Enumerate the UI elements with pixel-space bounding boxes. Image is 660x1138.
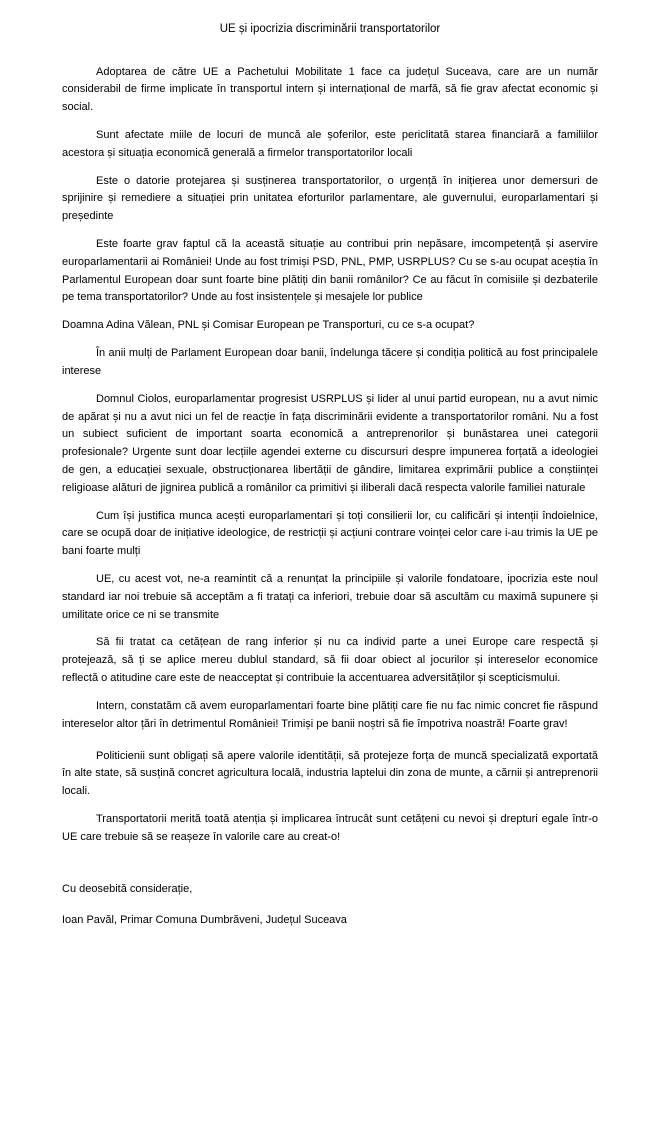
paragraph-5: Doamna Adina Vălean, PNL și Comisar European pe Transporturi, cu ce s-a ocupat?	[62, 319, 475, 332]
paragraph-8: Cum își justifica munca acești europarlamentari și toți consilierii lor, cu calificări și intenții îndoielnice, care se ocupă doar de inițiative ideologice, de restricții și acțiuni contrare voinței celor care i-au trimis la UE pe bani foarte mulți	[62, 509, 598, 558]
paragraph-4: Este foarte grav faptul că la această situație au contribui prin nepăsare, imcompetență și aservire europarlamentarii ai României! Unde au fost trimiși PSD, PNL, PMP, USRPLUS? Cu se s-au ocupat aceștia în Parlamentul European doar sunt foarte bine plătiți din banii românilor? Ce au făcut în comisiile și dezbaterile pe tema transportatorilor? Unde au fost insistențele și mesajele lor publice	[62, 238, 598, 304]
paragraph-12: Politicienii sunt obligați să apere valorile identității, să protejeze forța de muncă specializată exportată în alte state, să susțină concret agricultura locală, industria laptelui din zona de munte, a cărnii și antreprenorii locali.	[62, 749, 598, 798]
paragraph-1: Adoptarea de către UE a Pachetului Mobilitate 1 face ca județul Suceava, care are un număr considerabil de firme implicate în transportul intern și internațional de marfă, să fie grav afectat economic și social.	[62, 65, 598, 114]
signature-line: Ioan Pavăl, Primar Comuna Dumbrăveni, Județul Suceava	[62, 914, 347, 927]
paragraph-2: Sunt afectate miile de locuri de muncă ale șoferilor, este periclitată starea financiară a familiilor acestora și situația economică generală a firmelor transportatorilor locali	[62, 128, 598, 159]
paragraph-11: Intern, constatăm că avem europarlamentari foarte bine plătiți care fie nu fac nimic concret fie răspund intereselor altor țări în detrimentul României! Trimiși pe banii noștri să fie împotriva noastră! Foarte grav!	[62, 699, 598, 730]
closing-line: Cu deosebită considerație,	[62, 882, 193, 895]
page-title: UE și ipocrizia discriminării transportatorilor	[219, 23, 441, 35]
paragraph-9: UE, cu acest vot, ne-a reamintit că a renunțat la principiile și valorile fondatoare, ipocrizia este noul standard iar noi trebuie să acceptăm a fi tratați ca inferiori, trebuie doar să ascultăm cu maximă supunere și umilitate orice ce ni se transmite	[62, 573, 598, 621]
document-body	[62, 64, 598, 847]
paragraph-10: Să fii tratat ca cetățean de rang inferior și nu ca individ parte a unei Europe care respectă și protejează, să ți se aplice mereu dublul standard, să fii doar obiect al jocurilor și intereselor economice reflectă o atitudine care este de neacceptat și contribuie la accentuarea adversităților și scepticismului.	[62, 636, 598, 685]
paragraph-13: Transportatorii merită toată atenția și implicarea întrucât sunt cetățeni cu nevoi și drepturi egale într-o UE care trebuie să se reașeze în valorile care au creat-o!	[62, 812, 598, 843]
paragraph-7: Domnul Ciolos, europarlamentar progresist USRPLUS și lider al unui partid european, nu a avut nimic de apărat și nu a avut nici un fel de reacție în fața discriminării evidente a transportatorilor români. Nu a fost un subiect suficient de important soarta economică a antreprenorilor și bunăstarea unei categorii profesionale? Urgente sunt doar lecțiile agendei externe cu discursuri despre impunerea forțată a ideologiei de gen, a educației sexuale, obstrucționarea libertății de gândire, limitarea exprimării publice a conștiinței religioase alături de jignirea publică a românilor ca primitivi și iliberali dacă respecta valorile familiei naturale	[62, 392, 598, 494]
signature-block	[62, 881, 598, 931]
paragraph-6: În anii mulți de Parlament European doar banii, îndelunga tăcere și condiția politică au fost principalele interese	[62, 347, 598, 377]
paragraph-3: Este o datorie protejarea și susținerea transportatorilor, o urgență în inițierea unor demersuri de sprijinire și remediere a situației prin unitatea eforturilor parlamentare, ale guvernului, europarlamentari și președinte	[62, 174, 598, 223]
